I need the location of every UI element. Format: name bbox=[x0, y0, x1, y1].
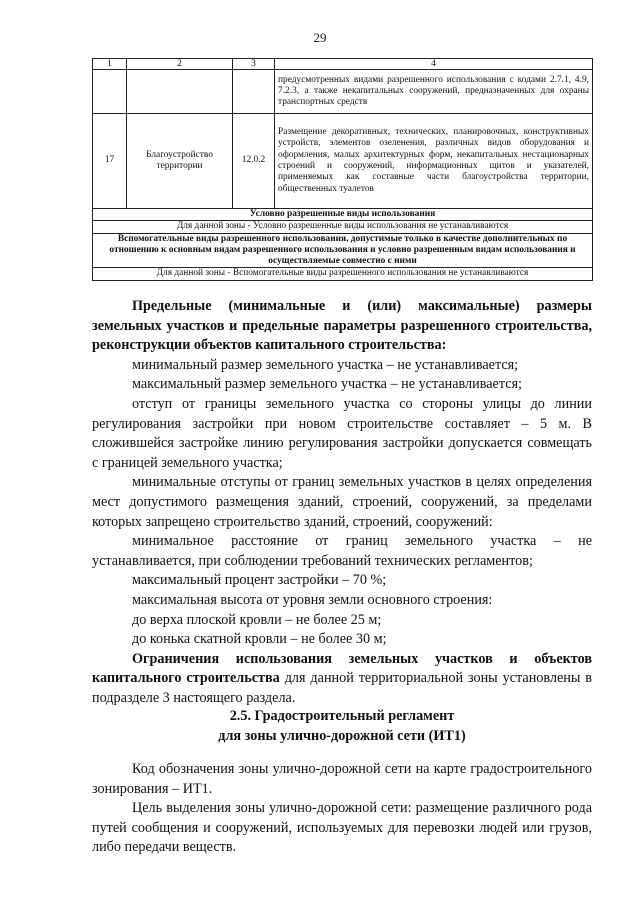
conditional-uses-note: Для данной зоны - Условно разрешенные виды использования не устанавливаются bbox=[93, 221, 593, 233]
table-cell-name: Благоустройство территории bbox=[127, 114, 233, 209]
min-distance-item: минимальное расстояние от границ земельного участка – не устанавливается, при соблюдении требований технических регламентов; bbox=[92, 533, 592, 569]
table-row bbox=[93, 114, 593, 209]
section-title bbox=[92, 707, 592, 746]
table-header-cell: 4 bbox=[275, 59, 593, 70]
table-header-cell: 3 bbox=[233, 59, 275, 70]
table-note-row bbox=[93, 268, 593, 280]
section-title-line-2: для зоны улично-дорожной сети (ИТ1) bbox=[218, 727, 466, 744]
auxiliary-uses-title: Вспомогательные виды разрешенного использования, допустимые только в качестве дополнительных по отношению к основным видам разрешенного использования и условно разрешенным видам использования и осуществляемые совместно с ними bbox=[93, 233, 593, 268]
auxiliary-uses-note: Для данной зоны - Вспомогательные виды разрешенного использования не устанавливаются bbox=[93, 268, 593, 280]
table-row bbox=[93, 70, 593, 114]
max-coverage-item: максимальный процент застройки – 70 %; bbox=[132, 572, 387, 589]
permitted-use-table bbox=[92, 58, 593, 281]
min-size-item: минимальный размер земельного участка – не устанавливается; bbox=[132, 356, 519, 373]
table-section-row bbox=[93, 233, 593, 268]
max-size-item: максимальный размер земельного участка – не устанавливается; bbox=[132, 376, 522, 393]
setback-street-item: отступ от границы земельного участка со стороны улицы до линии регулирования застройки при новом строительстве составляет – 5 м. В сложившейся застройке линию регулирования застройки допускается совмещать с границей земельного участка; bbox=[92, 395, 592, 471]
limits-section bbox=[92, 297, 592, 708]
restrictions-paragraph bbox=[92, 650, 592, 709]
table-header-cell: 2 bbox=[127, 59, 233, 70]
table-header-cell: 1 bbox=[93, 59, 127, 70]
table-cell-code: 12.0.2 bbox=[233, 114, 275, 209]
table-cell-description: Размещение декоративных, технических, планировочных, конструктивных устройств, элементов озеленения, различных видов оборудования и оформления, малых архитектурных форм, некапитальных нестационарных строений и сооружений, информационных щитов и указателей, применяемых как составные части благоустройства территории, общественных туалетов bbox=[275, 114, 593, 209]
min-setbacks-item: минимальные отступы от границ земельных участков в целях определения мест допустимого размещения зданий, строений, сооружений, за пределами которых запрещено строительство зданий, строений, сооружений: bbox=[92, 474, 592, 530]
limits-heading: Предельные (минимальные и (или) максимальные) размеры земельных участков и предельные параметры разрешенного строительства, реконструкции объектов капитального строительства: bbox=[92, 298, 592, 354]
table-header-row bbox=[93, 59, 593, 70]
table-note-row bbox=[93, 221, 593, 233]
restrictions-bold-text: Ограничения использования земельных участков и объектов капитального строительства bbox=[92, 650, 592, 687]
pitched-roof-item: до конька скатной кровли – не более 30 м; bbox=[132, 631, 387, 648]
section-title-line-1: 2.5. Градостроительный регламент bbox=[229, 708, 455, 724]
zone-code-paragraph: Код обозначения зоны улично-дорожной сети на карте градостроительного зонирования – ИТ1. bbox=[92, 761, 592, 797]
page-number: 29 bbox=[313, 30, 327, 45]
flat-roof-item: до верха плоской кровли – не более 25 м; bbox=[132, 611, 382, 628]
table-cell-number: 17 bbox=[93, 114, 127, 209]
zone-description bbox=[92, 760, 592, 858]
zone-purpose-paragraph: Цель выделения зоны улично-дорожной сети: размещение различного рода путей сообщения и сооружений, используемых для перевозки людей или грузов, либо передачи веществ. bbox=[92, 800, 592, 856]
table-section-row bbox=[93, 209, 593, 221]
restrictions-text: для данной территориальной зоны установлены в подразделе 3 настоящего раздела. bbox=[92, 670, 593, 706]
conditional-uses-title: Условно разрешенные виды использования bbox=[93, 209, 593, 221]
max-height-item: максимальная высота от уровня земли основного строения: bbox=[132, 591, 493, 608]
table-cell-description: предусмотренных видами разрешенного использования с кодами 2.7.1, 4.9, 7.2.3, а также некапитальных сооружений, предназначенных для охраны транспортных средств bbox=[275, 70, 593, 114]
